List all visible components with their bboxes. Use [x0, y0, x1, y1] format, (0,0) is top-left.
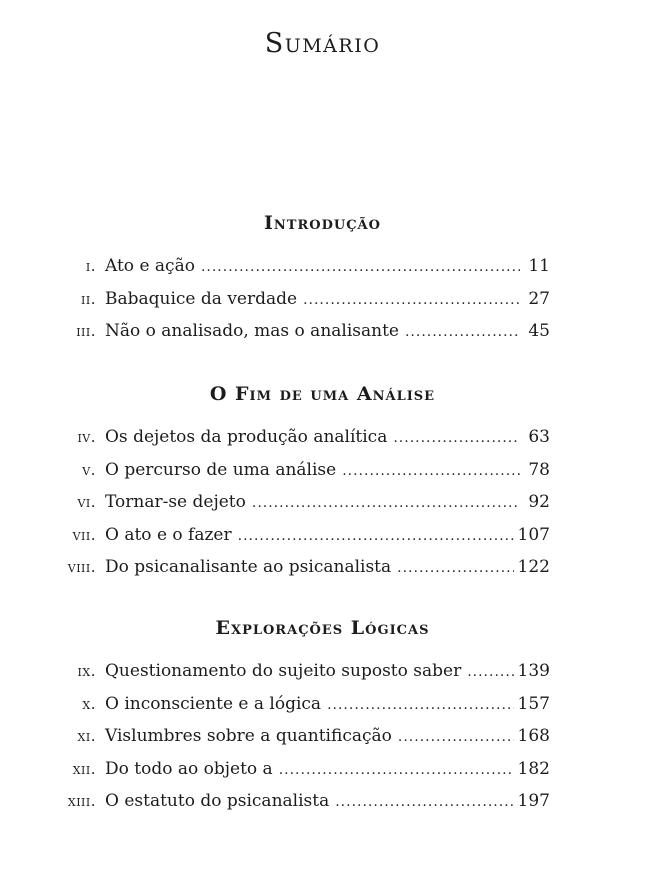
chapter-numeral: xi. — [77, 727, 96, 745]
chapter-numeral: viii. — [67, 558, 96, 576]
toc-entry[interactable] — [0, 283, 645, 316]
dot-leader — [252, 487, 520, 520]
chapter-numeral: vi. — [77, 493, 96, 511]
dot-leader — [238, 520, 514, 553]
dot-leader — [405, 316, 520, 349]
chapter-title: O percurso de uma análise — [105, 459, 337, 480]
section-fim-de-uma-analise — [0, 381, 645, 584]
page-number: 78 — [528, 459, 550, 480]
chapter-title: O inconsciente e a lógica — [105, 693, 322, 714]
dot-leader — [303, 284, 520, 317]
page-number: 182 — [517, 758, 550, 779]
toc-entry[interactable] — [0, 655, 645, 688]
page-number: 45 — [528, 321, 550, 341]
section-exploracoes-logicas — [0, 615, 645, 818]
section-title: O Fim de uma Análise — [209, 383, 436, 405]
chapter-numeral: ii. — [81, 289, 96, 308]
chapter-numeral: i. — [85, 257, 96, 275]
page-number: 107 — [517, 524, 550, 545]
dot-leader — [342, 455, 520, 488]
page-number: 197 — [517, 791, 550, 811]
page-number: 27 — [528, 288, 550, 309]
toc-entries — [0, 655, 645, 818]
chapter-numeral: v. — [82, 460, 96, 479]
page-number: 63 — [528, 427, 550, 447]
toc-entry[interactable] — [0, 785, 645, 818]
page-number: 122 — [517, 557, 550, 577]
dot-leader — [467, 656, 513, 689]
chapter-title: Questionamento do sujeito suposto saber — [105, 661, 462, 681]
toc-entry[interactable] — [0, 519, 645, 552]
page-number: 157 — [517, 693, 550, 714]
chapter-numeral: xii. — [72, 759, 96, 778]
dot-leader — [201, 251, 520, 284]
toc-entry[interactable] — [0, 315, 645, 348]
toc-entries — [0, 250, 645, 348]
dot-leader — [398, 721, 514, 754]
dot-leader — [327, 689, 513, 722]
toc-entry[interactable] — [0, 250, 645, 283]
dot-leader — [393, 422, 520, 455]
chapter-title: Vislumbres sobre a quantificação — [105, 726, 392, 746]
page-number: 92 — [528, 492, 550, 512]
page-title: Sumário — [264, 28, 381, 59]
chapter-title: O estatuto do psicanalista — [105, 791, 330, 811]
toc-entry[interactable] — [0, 720, 645, 753]
section-title: Explorações Lógicas — [215, 617, 430, 639]
chapter-numeral: xiii. — [67, 792, 96, 810]
chapter-title: O ato e o fazer — [105, 524, 232, 545]
toc-entries — [0, 421, 645, 584]
dot-leader — [279, 754, 514, 787]
chapter-title: Ato e ação — [105, 256, 195, 276]
section-introducao — [0, 210, 645, 348]
section-title: Introdução — [264, 212, 381, 234]
chapter-title: Tornar-se dejeto — [105, 492, 246, 512]
toc-entry[interactable] — [0, 486, 645, 519]
chapter-numeral: iii. — [76, 322, 96, 340]
page-number: 168 — [517, 726, 550, 746]
toc-entry[interactable] — [0, 688, 645, 721]
toc-entry[interactable] — [0, 551, 645, 584]
page-number: 139 — [517, 661, 550, 681]
toc-entry[interactable] — [0, 454, 645, 487]
chapter-title: Os dejetos da produção analítica — [105, 427, 388, 447]
chapter-title: Não o analisado, mas o analisante — [105, 321, 399, 341]
chapter-numeral: x. — [82, 694, 96, 713]
toc-entry[interactable] — [0, 753, 645, 786]
chapter-numeral: ix. — [77, 662, 96, 680]
chapter-numeral: vii. — [72, 525, 96, 544]
dot-leader — [397, 552, 513, 585]
chapter-numeral: iv. — [77, 428, 96, 446]
chapter-title: Babaquice da verdade — [105, 288, 298, 309]
page-number: 11 — [528, 256, 550, 276]
toc-entry[interactable] — [0, 421, 645, 454]
dot-leader — [335, 786, 513, 819]
chapter-title: Do psicanalisante ao psicanalista — [105, 557, 392, 577]
chapter-title: Do todo ao objeto a — [105, 758, 273, 779]
